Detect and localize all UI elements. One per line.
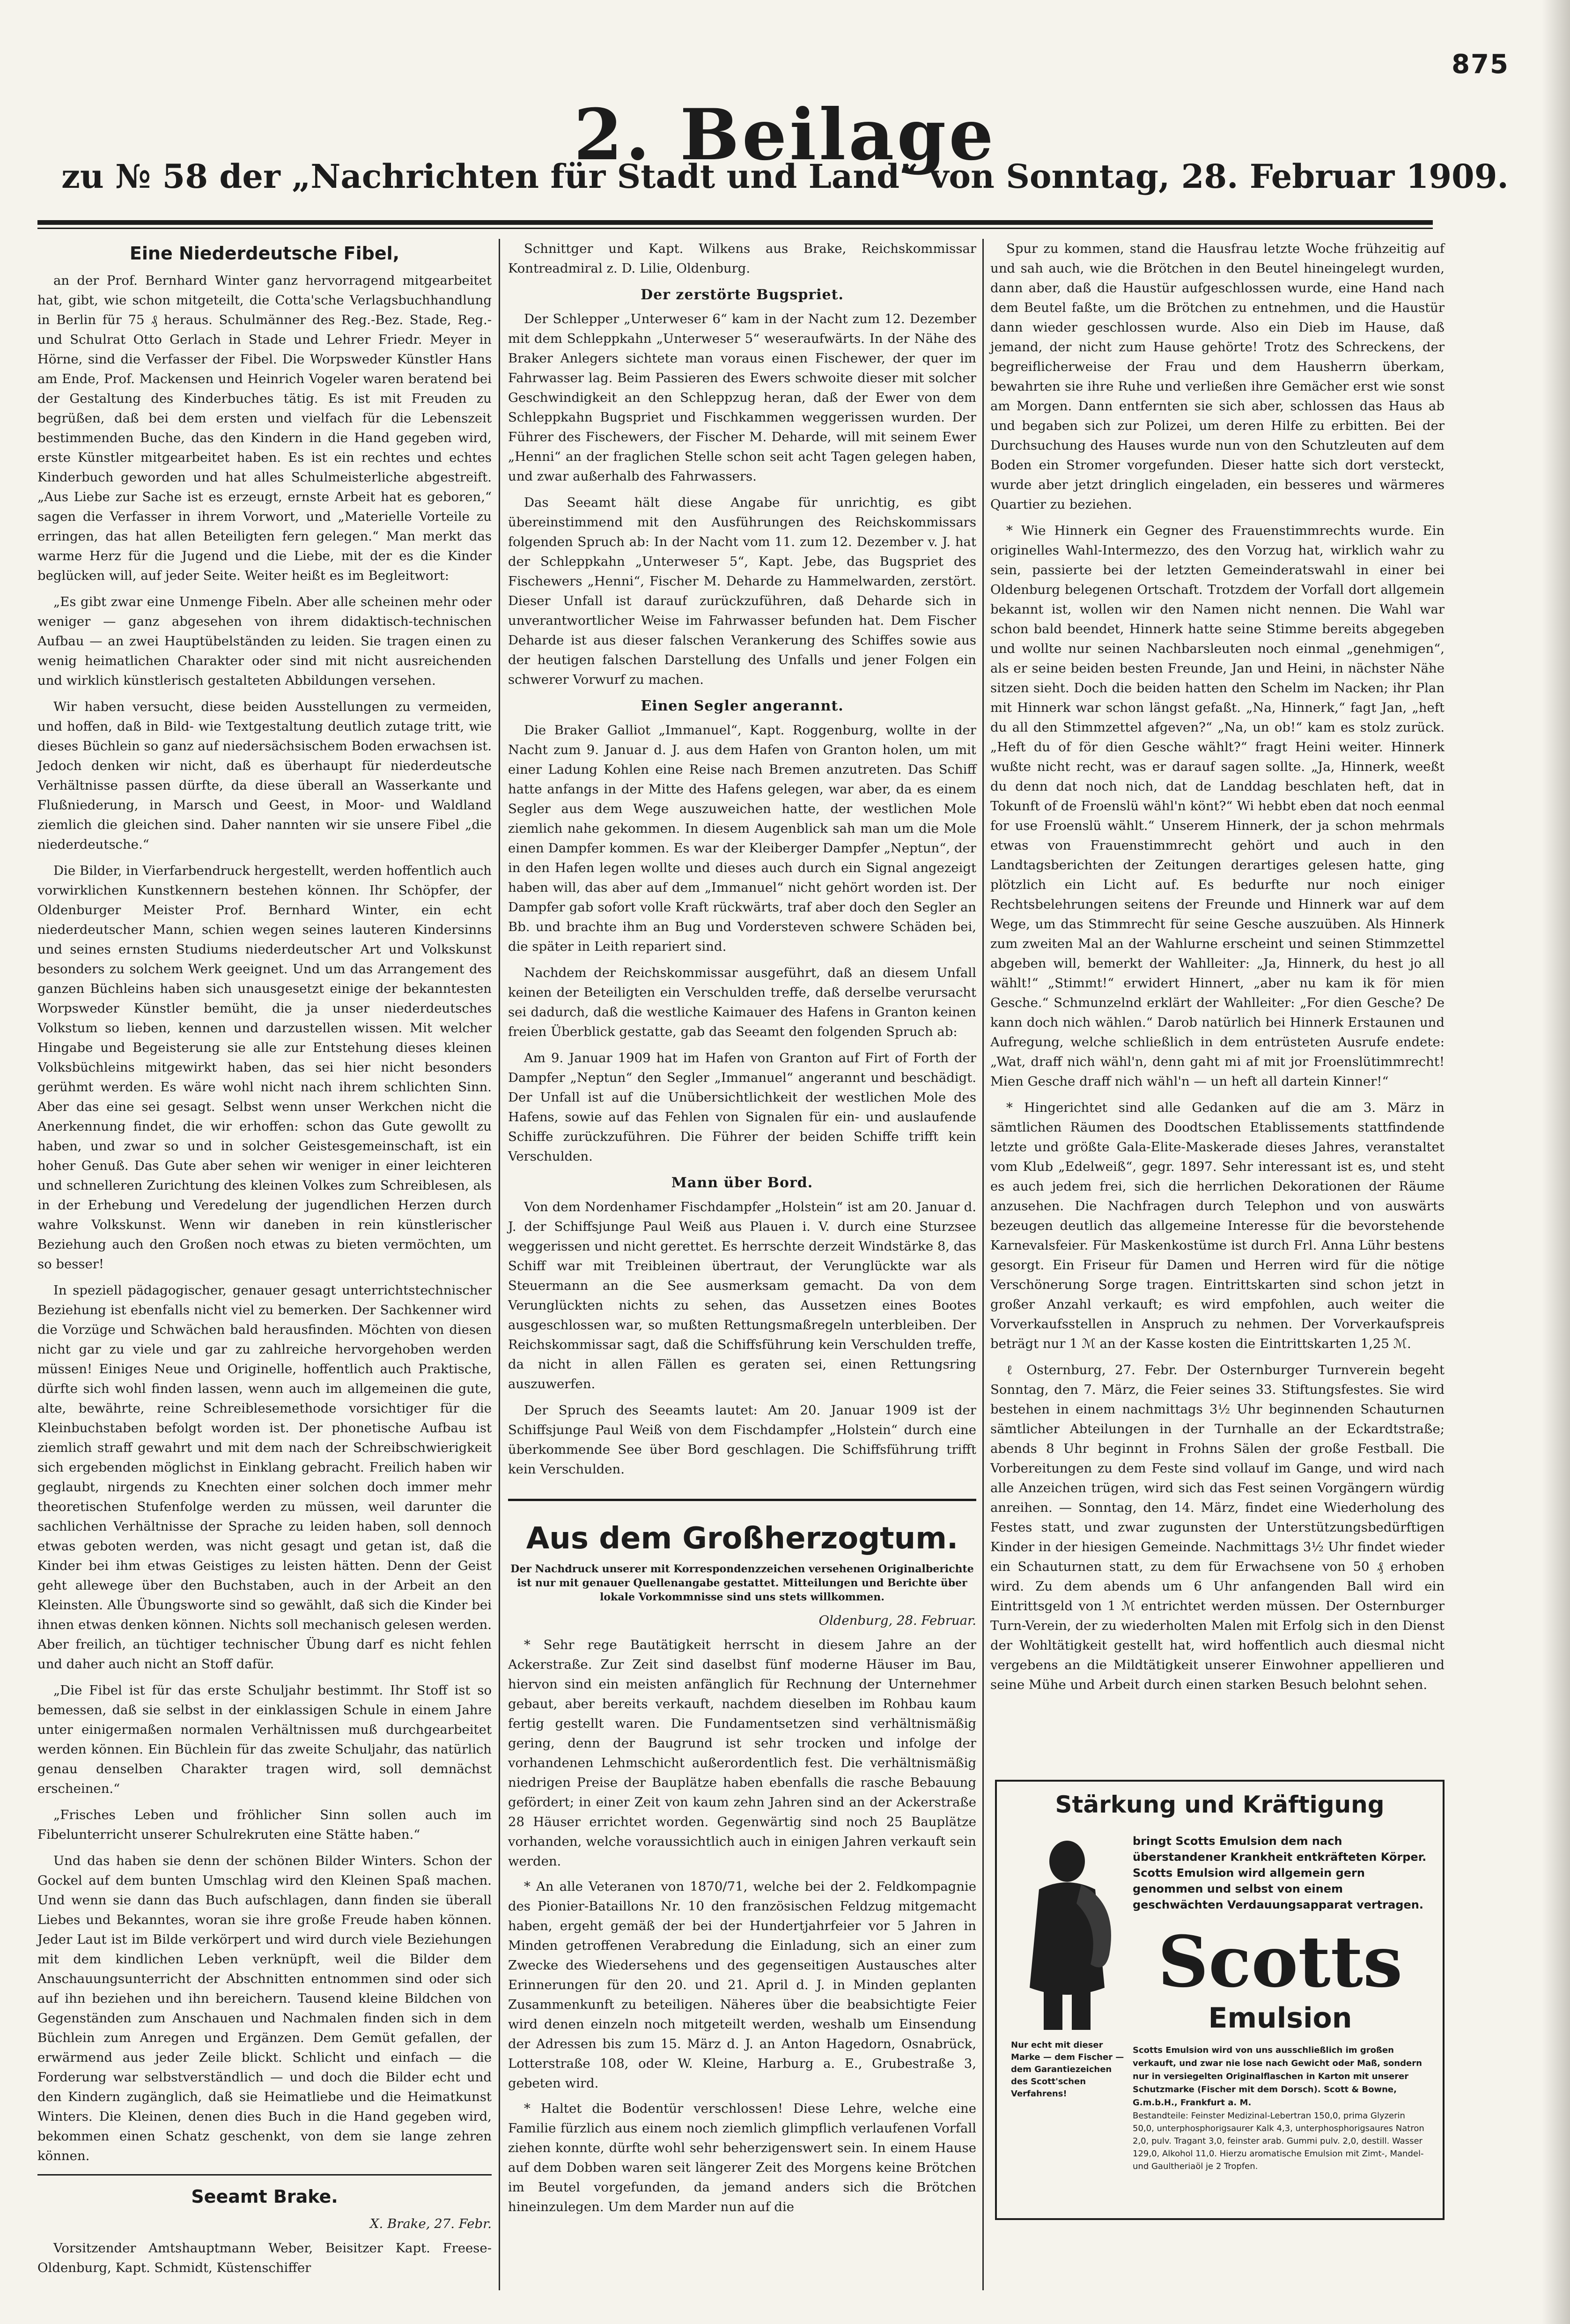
article-paragraph: Schnittger und Kapt. Wilkens aus Brake, Reichskommissar Kontreadmiral z. D. Lilie, Oldenburg. [508, 241, 976, 276]
article-heading-fibel: Eine Niederdeutsche Fibel, [129, 243, 400, 264]
ad-trademark-caption: Nur echt mit dieser Marke — dem Fischer — dem Garantiezeichen des Scott'schen Verfahrens! [1011, 2040, 1124, 2099]
section-title: Aus dem Großherzogtum. [526, 1521, 958, 1556]
masthead-title: 2. Beilage [574, 94, 996, 176]
article-paragraph: an der Prof. Bernhard Winter ganz hervorragend mitgearbeitet hat, gibt, wie schon mitgeteilt, die Cotta'sche Verlagsbuchhandlung in Berlin für 75 ₰ heraus. Schulmänner des Reg.-Bez. Stade, Reg.- und Schulrat Otto Gerlach in Stade und Lehrer Friedr. Meyer in Hörne, sind die Verfasser der Fibel. Die Worpsweder Künstler Hans am Ende, Prof. Mackensen und Heinrich Vogeler waren beratend bei der Gestaltung des Kinderbuches tätig. Es ist mit Freuden zu begrüßen, daß bei dem ersten und vielfach für die Lebenszeit bestimmenden Buche, das den Kindern in die Hand gegeben wird, erste Künstler mitgearbeitet haben. Es ist ein rechtes und echtes Kinderbuch geworden und hat alles Schulmeisterliche abgestreift. „Aus Liebe zur Sache ist es erzeugt, ernste Arbeit hat es geboren,“ sagen die Verfasser in ihrem Vorwort, und „Materielle Vorteile zu erringen, das hat allen Beteiligten fern gelegen.“ Man merkt das warme Herz für die Jugend und die Liebe, mit der es die Kinder beglücken will, auf jeder Seite. Weiter heißt es im Begleitwort: [37, 273, 492, 583]
dateline: Oldenburg, 28. Februar. [818, 1613, 976, 1628]
news-item: ℓ Osternburg, 27. Febr. Der Osternburger Turnverein begeht Sonntag, den 7. März, die Feier seines 33. Stiftungsfestes. Sie wird bestehen in einem nachmittags 3½ Uhr beginnenden Schauturnen sämtlicher Abteilungen in der Turnhalle an der Eckardtstraße; abends 8 Uhr beginnt in Frohns Sälen der große Festball. Die Vorbereitungen zu dem Feste sind vollauf im Gange, und wird nach alle Anzeichen trügen, wird sich das Fest seinen Vorgängern würdig anreihen. — Sonntag, den 14. März, findet eine Wiederholung des Festes statt, und zwar zugunsten der Unterstützungsbedürftigen Kinder in der hiesigen Gemeinde. Nachmittags 3½ Uhr findet wieder ein Schauturnen statt, zu dem für Erwachsene von 50 ₰ erhoben wird. Zu dem abends um 6 Uhr anfangenden Ball wird ein Eintrittsgeld von 1 ℳ entrichtet werden müssen. Der Osternburger Turn-Verein, der zu wiederholten Malen mit Erfolg sich in den Dienst der Wohltätigkeit gestellt hat, wird hoffentlich auch diesmal nicht vergebens an die Mildtätigkeit unserer Einwohner appellieren und seine Mühe und Arbeit durch einen starken Besuch belohnt sehen. [990, 1362, 1445, 1692]
masthead-subtitle: zu № 58 der „Nachrichten für Stadt und Land“ von Sonntag, 28. Februar 1909. [61, 157, 1509, 196]
article-paragraph: Die Braker Galliot „Immanuel“, Kapt. Roggenburg, wollte in der Nacht zum 9. Januar d. J. aus dem Hafen von Granton holen, um mit einer Ladung Kohlen eine Reise nach Bremen anzutreten. Das Schiff hatte anfangs in der Mitte des Hafens gelegen, war aber, da es einem Segler aus dem Wege auszuweichen hatte, der westlichen Mole ziemlich nahe gekommen. In diesem Augenblick sah man um die Mole einen Dampfer kommen. Es war der Kleiberger Dampfer „Neptun“, der in den Hafen legen wollte und dieses auch durch ein Signal angezeigt haben will, das aber auf dem „Immanuel“ nicht gehört worden ist. Der Dampfer gab sofort volle Kraft rückwärts, traf aber doch den Segler an Bb. und brachte ihm an Bug und Vordersteven schwere Schäden bei, die später in Leith repariert sind. [508, 723, 976, 954]
article-paragraph: Der Spruch des Seeamts lautet: Am 20. Januar 1909 ist der Schiffsjunge Paul Weiß von dem Fischdampfer „Holstein“ durch eine überkommende See über Bord geschlagen. Die Schiffsführung trifft kein Verschulden. [508, 1403, 976, 1477]
subheading-bugspriet: Der zerstörte Bugspriet. [641, 287, 844, 303]
fisherman-with-cod-icon [1011, 1833, 1123, 2035]
column-2 [508, 239, 976, 1477]
column-1 [37, 239, 492, 2290]
page-number: 875 [1452, 49, 1509, 80]
ad-ingredients: Bestandteile: Feinster Medizinal-Lebertran 150,0, prima Glyzerin 50,0, unterphosphorigsaurer Kalk 4,3, unterphosphorigsaures Natron 2,0, pulv. Tragant 3,0, feinster arab. Gummi pulv. 2,0, destill. Wasser 129,0, Alkohol 11,0. Hierzu aromatische Emulsion mit Zimt-, Mandel- und Gaultheriaöl je 2 Tropfen. [1133, 2111, 1424, 2171]
article-paragraph: Von dem Nordenhamer Fischdampfer „Holstein“ ist am 20. Januar d. J. der Schiffsjunge Paul Weiß aus Plauen i. V. durch eine Sturzsee weggerissen und nicht gerettet. Es herrschte derzeit Windstärke 8, das Schiff war mit Treibleinen übertraut, der Verunglückte war als Steuermann an die See ausmerksam gemacht. Da von dem Verunglückten nichts zu sehen, das Aussetzen eines Bootes ausgeschlossen war, so mußten Rettungsmaßregeln unterbleiben. Der Reichskommissar sagt, daß die Schiffsführung kein Verschulden treffe, da nicht in allen Fällen es geraten sei, einen Rettungsring auszuwerfen. [508, 1199, 976, 1391]
subheading-segler: Einen Segler angerannt. [641, 698, 844, 714]
article-heading-seeamt: Seeamt Brake. [191, 2186, 338, 2207]
article-paragraph: „Die Fibel ist für das erste Schuljahr bestimmt. Ihr Stoff ist so bemessen, daß sie selbst in der einklassigen Schule in einem Jahre unter einigermaßen normalen Verhältnissen muß durchgearbeitet werden können. Ein Büchlein für das zweite Schuljahr, das natürlich genau denselben Charakter tragen wird, soll demnächst erscheinen.“ [37, 1683, 492, 1796]
article-paragraph: In speziell pädagogischer, genauer gesagt unterrichtstechnischer Beziehung ist ebenfalls nicht viel zu bemerken. Der Sachkenner wird die Vorzüge und Schwächen bald herausfinden. Möchten von diesen nicht gar zu viele und gar zu zahlreiche hervorgehoben werden müssen! Einiges Neue und Originelle, hoffentlich auch Praktische, dürfte sich wohl finden lassen, wenn auch im allgemeinen die gute, alte, bewährte, reine Schreiblesemethode vorsichtiger für die Kleinbuchstaben befolgt worden ist. Der phonetische Aufbau ist ziemlich straff gewahrt und mit dem nach der Schreibschwierigkeit sich ergebenden möglichst in Einklang gebracht. Freilich haben wir geglaubt, nirgends zu Knechten einer solchen doch immer mehr theoretischen Stufenfolge werden zu müssen, weil darunter die sachlichen Verhältnisse der Sprache zu leiden haben, soll dennoch etwas geboten werden, was nicht gesagt und getan ist, daß die Kinder bei ihm etwas Geistiges zu leisten hätten. Denn der Geist geht allewege über den Buchstaben, auch in der Arbeit an den Kleinsten. Alle Übungsworte sind so gewählt, daß sich die Kinder bei ihnen etwas denken können. Nichts soll mechanisch gelesen werden. Aber freilich, an tüchtiger technischer Übung darf es nicht fehlen und daher auch nicht an Stoff dafür. [37, 1283, 492, 1672]
ad-headline: Stärkung und Kräftigung [1055, 1791, 1385, 1818]
masthead-rule [37, 220, 1433, 225]
subheading-mann-ueber-bord: Mann über Bord. [671, 1175, 813, 1191]
ad-pitch: bringt Scotts Emulsion dem nach überstandener Krankheit entkräfteten Körper. Scotts Emulsion wird allgemein gern genommen und selbst von einem geschwächten Verdauungsapparat vertragen. [1133, 1835, 1427, 1911]
article-paragraph: Das Seeamt hält diese Angabe für unrichtig, es gibt übereinstimmend mit den Ausführungen des Reichskommissars folgenden Spruch ab: In der Nacht vom 11. zum 12. Dezember v. J. hat der Schleppkahn „Unterweser 5“, Kapt. Jebe, das Bugspriet des Fischewers „Henni“, Fischer M. Deharde zu Hammelwarden, zerstört. Dieser Unfall ist darauf zurückzuführen, daß Deharde sich in unverantwortlicher Weise im Fahrwasser befunden hat. Dem Fischer Deharde ist aus dieser falschen Verankerung des Schiffes sowie aus der heutigen falschen Darstellung des Unfalls und jener Folgen ein schwerer Vorwurf zu machen. [508, 495, 976, 687]
article-paragraph: Spur zu kommen, stand die Hausfrau letzte Woche frühzeitig auf und sah auch, wie die Brötchen in den Beutel hineingelegt wurden, dann aber, daß die Haustür aufgeschlossen wurde, eine Hand nach dem Beutel faßte, um die Brötchen zu entnehmen, und die Haustür dann wieder geschlossen wurde. Also ein Dieb im Hause, daß jemand, der nicht zum Hause gehörte! Trotz des Schreckens, der begreiflicherweise der Frau und dem Hausherrn überkam, bewahrten sie ihre Ruhe und verließen ihre Gemächer erst wie sonst am Morgen. Dann entfernten sie sich aber, schlossen das Haus ab und begaben sich zur Polizei, um deren Hilfe zu erbitten. Bei der Durchsuchung des Hauses wurde nun von den Schutzleuten auf dem Boden ein Stromer vorgefunden. Dieser hatte sich dort versteckt, wurde aber jetzt dringlich eingeladen, ein besseres und wärmeres Quartier zu beziehen. [990, 241, 1445, 512]
scotts-emulsion-advertisement [995, 1780, 1445, 2220]
masthead-rule-thin [37, 228, 1433, 229]
article-paragraph: „Frisches Leben und fröhlicher Sinn sollen auch im Fibelunterricht unserer Schulrekruten eine Stätte haben.“ [37, 1807, 492, 1842]
article-paragraph: * An alle Veteranen von 1870/71, welche bei der 2. Feldkompagnie des Pionier-Bataillons Nr. 10 den französischen Feldzug mitgemacht haben, ergeht gemäß der bei der Hundertjahrfeier vor 5 Jahren in Minden getroffenen Verabredung die Einladung, sich an einer zum Zwecke des Wiedersehens und des gegenseitigen Austausches alter Erinnerungen für den 20. und 21. April d. J. in Minden geplanten Zusammenkunft zu beteiligen. Näheres über die beabsichtigte Feier wird denen einzeln noch mitgeteilt werden, weshalb um Einsendung der Adressen bis zum 15. März d. J. an Anton Hagedorn, Osnabrück, Lotterstraße 108, oder W. Kleine, Harburg a. E., Grubestraße 3, gebeten wird. [508, 1879, 976, 2091]
article-paragraph: Am 9. Januar 1909 hat im Hafen von Granton auf Firt of Forth der Dampfer „Neptun“ den Segler „Immanuel“ angerannt und beschädigt. Der Unfall ist auf die Unübersichtlichkeit der westlichen Mole des Hafens, sowie auf das Fehlen von Signalen für ein- und auslaufende Schiffe zurückzuführen. Die Führer der beiden Schiffe trifft kein Verschulden. [508, 1051, 976, 1164]
article-paragraph: Vorsitzender Amtshauptmann Weber, Beisitzer Kapt. Freese-Oldenburg, Kapt. Schmidt, Küstenschiffer [37, 2241, 492, 2275]
article-paragraph: „Es gibt zwar eine Unmenge Fibeln. Aber alle scheinen mehr oder weniger — ganz abgesehen von ihrem didaktisch-technischen Aufbau — an zwei Hauptübelständen zu leiden. Sie tragen einen zu wenig heimatlichen Charakter oder sind mit nicht ausreichenden und wirklich künstlerisch gestalteten Abbildungen versehen. [37, 594, 492, 688]
article-paragraph: Wir haben versucht, diese beiden Ausstellungen zu vermeiden, und hoffen, daß in Bild- wie Textgestaltung deutlich zutage tritt, wie dieses Büchlein so ganz auf niedersächsischem Boden erwachsen ist. Jedoch denken wir nicht, daß es überhaupt für niederdeutsche Verhältnisse passen dürfte, da diese überall an Wasserkante und Flußniederung, in Marsch und Geest, in Moor- und Waldland ziemlich die gleichen sind. Daher nannten wir sie unsere Fibel „die niederdeutsche.“ [37, 699, 492, 852]
dateline: X. Brake, 27. Febr. [369, 2216, 492, 2231]
article-paragraph: Nachdem der Reichskommissar ausgeführt, daß an diesem Unfall keinen der Beteiligten ein Verschulden treffe, daß derselbe verursacht sei dadurch, daß die westliche Kaimauer des Hafens in Granton keinen freien Überblick gestatte, gab das Seeamt den folgenden Spruch ab: [508, 965, 976, 1039]
ad-product-name: Emulsion [1208, 2002, 1352, 2035]
reprint-note: Der Nachdruck unserer mit Korrespondenzzeichen versehenen Originalberichte ist nur mit genauer Quellenangabe gestattet. Mitteilungen und Berichte über lokale Vorkommnisse sind uns stets willkommen. [510, 1563, 974, 1603]
section-divider [37, 2174, 492, 2176]
ad-small-print: Scotts Emulsion wird von uns ausschließlich im großen verkauft, und zwar nie lose nach Gewicht oder Maß, sondern nur in versiegelten Originalflaschen in Karton mit unserer Schutzmarke (Fischer mit dem Dorsch). Scott & Bowne, G.m.b.H., Frankfurt a. M. [1133, 2045, 1422, 2108]
article-paragraph: Der Schlepper „Unterweser 6“ kam in der Nacht zum 12. Dezember mit dem Schleppkahn „Unterweser 5“ weseraufwärts. In der Nähe des Braker Anlegers sichtete man voraus einen Fischewer, der quer im Fahrwasser lag. Beim Passieren des Ewers schwoite dieser mit solcher Geschwindigkeit an den Schleppzug heran, daß der Ewer von dem Schleppkahn Bugspriet und Fischkammen weggerissen wurden. Der Führer des Fischewers, der Fischer M. Deharde, will mit seinem Ewer „Henni“ an der fraglichen Stelle schon seit acht Tagen gelegen haben, und zwar außerhalb des Fahrwassers. [508, 311, 976, 484]
section-divider [508, 1499, 976, 1501]
news-item: * Wie Hinnerk ein Gegner des Frauenstimmrechts wurde. Ein originelles Wahl-Intermezzo, des den Vorzug hat, wirklich wahr zu sein, passierte bei der letzten Gemeinderatswahl in einer bei Oldenburg belegenen Ortschaft. Trotzdem der Vorfall dort allgemein bekannt ist, wollen wir den Namen nicht nennen. Die Wahl war schon bald beendet, Hinnerk hatte seine Stimme bereits abgegeben und wollte nur seinen Nachbarsleuten noch einmal „genehmigen“, als er seine beiden besten Freunde, Jan und Heini, in nächster Nähe sitzen sieht. Doch die beiden hatten den Schelm im Nacken; ihr Plan mit Hinnerk war schon längst gefaßt. „Na, Hinnerk,“ fagt Jan, „heft du all den Stimmzettel afgeven?“ „Na, un ob!“ kam es stolz zurück. „Heft du of för dien Gesche wählt?“ fragt Heini weiter. Hinnerk wußte nicht recht, was er darauf sagen sollte. „Ja, Hinnerk, weeßt du denn dat noch nich, dat de Landdag beschlaten heft, dat in Tokunft of de Froenslü wähl'n könt?“ Wi hebbt eben dat noch eenmal for use Froenslü wählt.“ Unserem Hinnerk, der ja schon mehrmals etwas von Frauenstimmrecht gehört und auch in den Landtagsberichten der Zeitungen derartiges gelesen hatte, ging plötzlich ein Licht auf. Es bedurfte nur noch einiger Rechtsbelehrungen seitens der Freunde und Hinnerk war auf dem Wege, um das Stimmrecht für seine Gesche auszuüben. Als Hinnerk zum zweiten Mal an der Wahlurne erscheint und seinen Stimmzettel abgeben will, bemerkt der Wahlleiter: „Ja, Hinnerk, du hest jo all wählt!“ „Stimmt!“ erwidert Hinnert, „aber nu kam ik för mien Gesche.“ Schmunzelnd erklärt der Wahlleiter: „For dien Gesche? De kann doch nich wählen.“ Darob natürlich bei Hinnerk Erstaunen und Aufregung, welche schließlich in dem entrüsteten Ausrufe endete: „Wat, draff nich wähl'n, denn gaht mi af mit jor Froenslütimmrecht! Mien Gesche draff nich wähl'n — un heft all dartein Kinner!“ [990, 523, 1445, 1089]
column-3 [990, 239, 1445, 1747]
column-divider [982, 239, 984, 2290]
grossherzogtum-section [508, 1520, 976, 2297]
page-edge-shadow [1542, 0, 1570, 2324]
ad-brand-name: Scotts [1157, 1921, 1403, 2003]
article-paragraph: * Sehr rege Bautätigkeit herrscht in diesem Jahre an der Ackerstraße. Zur Zeit sind daselbst fünf moderne Häuser im Bau, hiervon sind ein meisten anfänglich für Rechnung der Unternehmer gebaut, aber bereits verkauft, nachdem dieselben im Rohbau kaum fertig gestellt waren. Die Fundamentsetzen sind verhältnismäßig gering, denn der Baugrund ist sehr trocken und infolge der vorhandenen Lehmschicht außerordentlich fest. Die verhältnismäßig niedrigen Preise der Bauplätze haben ebenfalls die rasche Bebauung gefördert; in einer Zeit von kaum zehn Jahren sind an der Ackerstraße 28 Häuser errichtet worden. Gegenwärtig sind noch 25 Bauplätze vorhanden, welche voraussichtlich auch in einigen Jahren verkauft sein werden. [508, 1637, 976, 1869]
article-paragraph: Und das haben sie denn der schönen Bilder Winters. Schon der Gockel auf dem bunten Umschlag wird den Kleinen Spaß machen. Und wenn sie dann das Buch aufschlagen, dann finden sie überall Liebes und Bekanntes, woran sie ihre große Freude haben können. Jeder Laut ist im Bilde verkörpert und wird durch viele Beziehungen mit dem kindlichen Leben verknüpft, weil die Bilder dem Anschauungsunterricht der Abschnitten entnommen sind oder sich auf ihn beziehen und ihn bereichern. Tausend kleine Bildchen von Gegenständen zum Anschauen und Nachmalen finden sich in dem Büchlein zum Anregen und Ergänzen. Dem Gemüt gefallen, der erwärmend aus jeder Zeile blickt. Schlicht und einfach — die Forderung war selbstverständlich — und doch die Bilder echt und den Kindern zugänglich, daß sie Heimatliebe und die Heimatkunst Winters. Die Kleinen, denen dies Buch in die Hand gegeben wird, bekommen einen Schatz geschenkt, von dem sie lange zehren können. [37, 1853, 492, 2163]
column-divider [499, 239, 500, 2290]
article-paragraph: * Haltet die Bodentür verschlossen! Diese Lehre, welche eine Familie fürzlich aus einem noch ziemlich glimpflich verlaufenen Vorfall ziehen konnte, dürfte wohl sehr beherzigenswert sein. In einem Hause auf dem Dobben waren seit längerer Zeit des Morgens keine Brötchen im Beutel vorgefunden, da jemand anders sich die Brötchen hineinzulegen. Um dem Marder nun auf die [508, 2101, 976, 2214]
news-item: * Hingerichtet sind alle Gedanken auf die am 3. März in sämtlichen Räumen des Doodtschen Etablissements stattfindende letzte und größte Gala-Elite-Maskerade dieses Jahres, veranstaltet vom Klub „Edelweiß“, gegr. 1897. Sehr interessant ist es, und steht es auch jedem frei, sich die herrlichen Dekorationen der Räume anzusehen. Die Nachfragen durch Telephon und von auswärts bezeugen deutlich das allgemeine Interesse für die bevorstehende Karnevalsfeier. Für Maskenkostüme ist durch Frl. Anna Lühr bestens gesorgt. Ein Friseur für Damen und Herren wird für die nötige Verschönerung Sorge tragen. Eintrittskarten sind schon jetzt in großer Anzahl verkauft; es wird empfohlen, auch weiter die Vorverkaufsstellen in Anspruch zu nehmen. Der Vorverkaufspreis beträgt nur 1 ℳ an der Kasse kosten die Eintrittskarten 1,25 ℳ. [990, 1100, 1445, 1351]
article-paragraph: Die Bilder, in Vierfarbendruck hergestellt, werden hoffentlich auch vorwirklichen Kunstkennern bestehen können. Ihr Schöpfer, der Oldenburger Meister Prof. Bernhard Winter, ein echt niederdeutscher Mann, schien wegen seines lauteren Kindersinns und seines ernsten Studiums niederdeutscher Art und Volkskunst besonders zu solchem Werk geeignet. Und um das Arrangement des ganzen Büchleins haben sich unausgesetzt einige der bekanntesten Worpsweder Künstler bemüht, die ja unser niederdeutsches Volkstum so lieben, kennen und darzustellen wissen. Mit welcher Hingabe und Begeisterung sie alle zur Entstehung dieses kleinen Volksbüchleins mitgewirkt haben, das sei hier nicht besonders gerühmt werden. Es wäre wohl nicht nach ihrem schlichten Sinn. Aber das eine sei gesagt. Selbst wenn unser Werkchen nicht die Anerkennung findet, die wir erhoffen: schon das Gute gewollt zu haben, und zwar so und in solcher Geistesgemeinschaft, ist ein hoher Genuß. Das Gute aber sehen wir weniger in einer leichteren und schnelleren Zurichtung des kleinen Volkes zum Schreiblesen, als in der Erhebung und Veredelung der jugendlichen Herzen durch wahre Volkskunst. Wenn wir daneben in rein künstlerischer Beziehung auch den Großen noch etwas zu bieten vermöchten, um so besser! [37, 863, 492, 1272]
